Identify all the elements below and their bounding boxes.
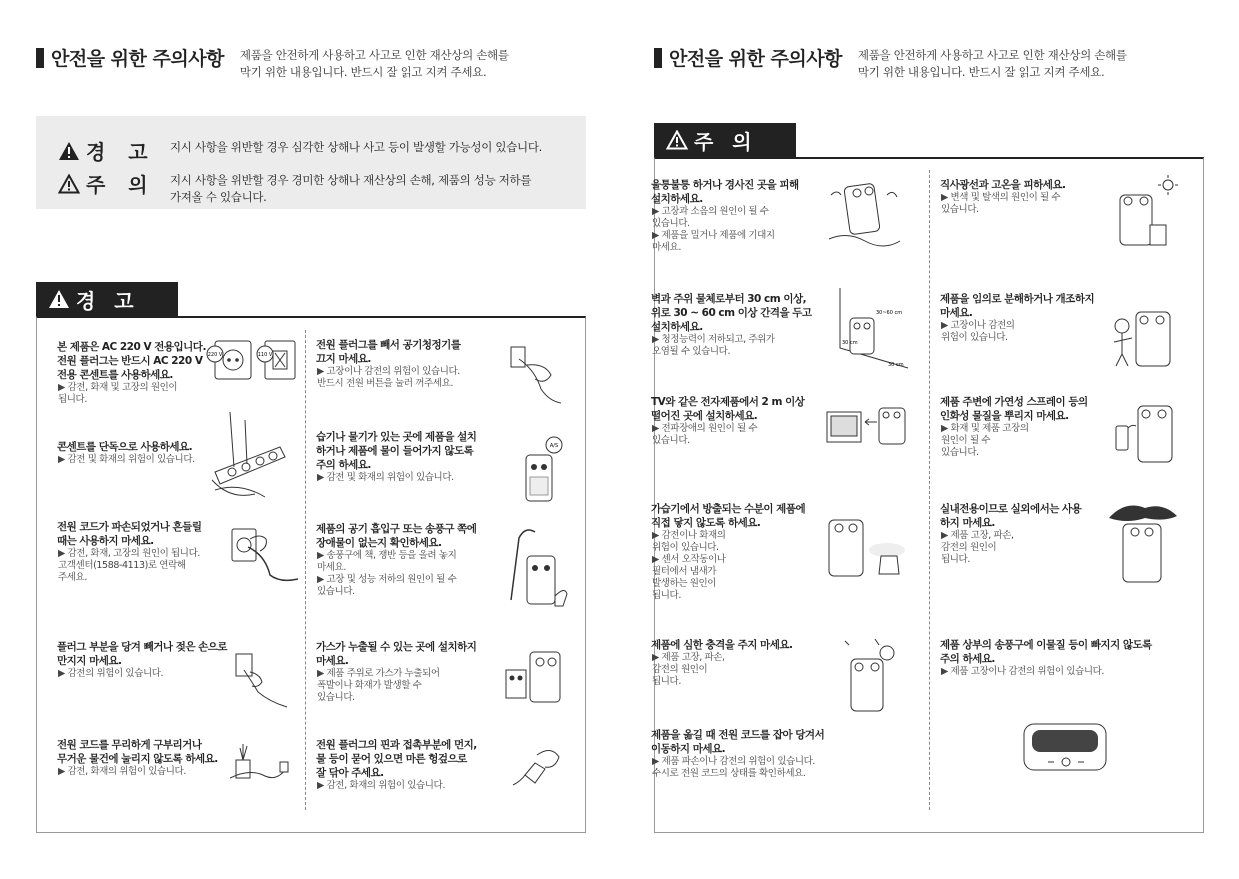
item-bullet (316, 574, 501, 598)
bullet-line: 반드시 전원 버튼을 눌러 꺼주세요. (317, 378, 453, 389)
bullet-line: ▶ 고장 및 성능 저하의 원인이 될 수 (317, 574, 457, 585)
outdoor-illustration (1105, 500, 1185, 585)
item-title: 물 등이 묻어 있으면 마른 헝겊으로 (316, 753, 467, 765)
caution-item (316, 430, 501, 484)
warning-tab (36, 282, 178, 316)
bullet-line: ▶ 고장이나 감전의 위험이 있습니다. (317, 366, 460, 377)
item-bullet (940, 666, 1190, 678)
item-bullet (57, 668, 247, 680)
bullet-line: 폭발이나 화재가 발생할 수 (317, 680, 422, 691)
bullet-line: ▶ 제품 고장, 파손, (941, 530, 1014, 541)
item-title: 위로 30 ~ 60 cm 이상 간격을 두고 (651, 307, 812, 319)
bullet-line: 원인이 될 수 (941, 435, 991, 446)
label-110v: 110 V (257, 352, 273, 358)
bullet-line: ▶ 청정능력이 저하되고, 주위가 (652, 334, 775, 345)
legend-caution-text: 지시 사항을 위반할 경우 경미한 상해나 재산상의 손해, 제품의 성능 저하를 가져올 수 있습니다. (170, 173, 532, 204)
unplug-illustration (232, 652, 292, 712)
item-title: 이동하지 마세요. (651, 743, 726, 755)
caution-icon (666, 130, 688, 150)
bullet-line: ▶ 고장이나 감전의 (941, 320, 1015, 331)
caution-item (651, 638, 851, 688)
bullet-line: 오염될 수 있습니다. (652, 346, 731, 357)
item-title: 전용 콘센트를 사용하세요. (57, 369, 173, 381)
bullet-line: ▶ 제품을 밀거나 제품에 기대지 (652, 230, 775, 241)
item-title: 끄지 마세요. (316, 353, 371, 365)
right-header (654, 44, 1127, 81)
warning-icon (48, 289, 70, 309)
bullet-line: ▶ 제품 고장이나 감전의 위험이 있습니다. (941, 666, 1105, 677)
caution-item (316, 738, 501, 792)
caution-icon (58, 174, 80, 194)
item-title: 습기나 물기가 있는 곳에 제품을 설치 (316, 431, 477, 443)
bullet-line: ▶ 전파장애의 원인이 될 수 (652, 423, 758, 434)
bullet-line: 됩니다. (652, 590, 681, 601)
item-title: 가습기에서 방출되는 수분이 제품에 (651, 503, 806, 515)
bullet-line: ▶ 센서 오작동이나 (652, 554, 726, 565)
bullet-line: 됩니다. (58, 394, 87, 405)
legend-caution (58, 169, 531, 206)
warning-tab-label: 경 고 (76, 288, 140, 313)
item-title: 본 제품은 AC 220 V 전용입니다. (57, 341, 206, 353)
bullet-line: 필터에서 냄새가 (652, 566, 717, 577)
item-title: TV와 같은 전자제품에서 2 m 이상 (651, 396, 805, 408)
caution-item (940, 638, 1190, 678)
wall-distance-illustration (820, 288, 910, 373)
caution-item (651, 502, 851, 602)
item-title: 제품을 옮길 때 전원 코드를 잡아 당겨서 (651, 729, 825, 741)
item-title: 콘센트를 단독으로 사용하세요. (57, 441, 193, 453)
bullet-line: ▶ 제품 주위로 가스가 누출되어 (317, 668, 440, 679)
item-title: 직접 닿지 않도록 하세요. (651, 517, 761, 529)
item-title: 주의 하세요. (940, 653, 995, 665)
legend-warning-text: 지시 사항을 위반할 경우 심각한 상해나 사고 등이 발생할 가능성이 있습니다. (170, 140, 542, 154)
bullet-line: ▶ 감전의 위험이 있습니다. (58, 668, 164, 679)
item-title: 만지지 마세요. (57, 655, 122, 667)
bullet-line: ▶ 고장과 소음의 원인이 될 수 (652, 206, 769, 217)
item-bullet (651, 530, 851, 554)
damaged-cord-illustration (230, 525, 300, 585)
item-title: 실내전용이므로 실외에서는 사용 (940, 503, 1082, 515)
column-divider (929, 170, 930, 810)
item-title: 직사광선과 고온을 피하세요. (940, 179, 1066, 191)
bullet-line: 위험이 있습니다. (652, 542, 719, 553)
item-title: 장애물이 없는지 확인하세요. (316, 537, 442, 549)
item-bullet (651, 423, 851, 447)
bullet-line: 마세요. (652, 242, 681, 253)
item-title: 전원 코드를 무리하게 구부리거나 (57, 739, 202, 751)
title-bar-marker (36, 48, 44, 68)
label-220v: 220 V (207, 352, 223, 358)
item-title: 전원 플러그의 핀과 접촉부분에 먼지, (316, 739, 477, 751)
item-title: 가스가 누출될 수 있는 곳에 설치하지 (316, 641, 477, 653)
caution-item (57, 520, 247, 584)
bullet-line: 발생하는 원인이 (652, 578, 717, 589)
caution-tab-label: 주 의 (694, 129, 758, 154)
uneven-floor-illustration (827, 175, 902, 255)
item-title: 하거나 제품에 물이 들어가지 않도록 (316, 445, 474, 457)
page-description: 제품을 안전하게 사용하고 사고로 인한 재산상의 손해를 막기 위한 내용입니다. 반드시 잘 읽고 지켜 주세요. (239, 48, 509, 79)
label-30cm-front: 30 cm (888, 362, 904, 368)
item-bullet (651, 206, 851, 230)
bullet-line: 있습니다. (941, 204, 979, 215)
disassemble-illustration (1110, 290, 1180, 370)
item-title: 울퉁불퉁 하거나 경사진 곳을 피해 (651, 179, 799, 191)
outlet-voltage-illustration (205, 338, 305, 382)
bullet-line: 고객센터(1588-4113)로 연락해 (58, 560, 186, 571)
air-purifier-top-illustration (1020, 720, 1110, 775)
gas-leak-illustration (500, 640, 570, 705)
hand-plug-illustration (505, 345, 565, 405)
caution-item (316, 522, 501, 598)
bullet-line: 감전의 원인이 (652, 664, 708, 675)
item-bullet (316, 366, 501, 390)
bullet-line: 있습니다. (941, 447, 979, 458)
item-title: 떨어진 곳에 설치하세요. (651, 410, 758, 422)
item-bullet (316, 668, 501, 704)
bullet-line: ▶ 감전, 화재, 고장의 원인이 됩니다. (58, 548, 200, 559)
bullet-line: ▶ 감전이나 화재의 (652, 530, 726, 541)
vacuum-obstacle-illustration (505, 520, 570, 610)
bullet-line: ▶ 화재 및 제품 고장의 (941, 423, 1029, 434)
item-title: 제품의 공기 흡입구 또는 송풍구 쪽에 (316, 523, 477, 535)
item-title: 무거운 물건에 눌리지 않도록 하세요. (57, 753, 218, 765)
bullet-line: ▶ 감전 및 화재의 위험이 있습니다. (58, 454, 195, 465)
heavy-object-cord-illustration (230, 738, 290, 783)
bullet-line: 위험이 있습니다. (941, 332, 1008, 343)
item-title: 주의 하세요. (316, 459, 371, 471)
item-bullet (316, 550, 501, 574)
legend-caution-word: 주 의 (86, 173, 156, 197)
item-title: 하지 마세요. (940, 517, 995, 529)
column-divider (305, 330, 306, 810)
symbol-legend (36, 116, 586, 209)
bullet-line: ▶ 제품 고장, 파손, (652, 652, 725, 663)
item-title: 때는 사용하지 마세요. (57, 535, 154, 547)
item-title: 마세요. (940, 307, 973, 319)
item-bullet (57, 548, 247, 584)
item-bullet (316, 472, 501, 484)
item-title: 제품 상부의 송풍구에 이물질 등이 빠지지 않도록 (940, 639, 1152, 651)
item-bullet (651, 554, 851, 602)
bullet-line: 있습니다. (317, 586, 355, 597)
bullet-line: ▶ 송풍구에 책, 쟁반 등을 올려 놓지 (317, 550, 457, 561)
bullet-line: ▶ 감전, 화재 및 고장의 원인이 (58, 382, 178, 393)
impact-illustration (835, 635, 905, 715)
label-as: A/S (549, 443, 559, 449)
left-header (36, 44, 509, 81)
tv-distance-illustration (825, 402, 920, 447)
spray-illustration (1110, 390, 1180, 465)
bullet-line: ▶ 제품 파손이나 감전의 위험이 있습니다. (652, 756, 816, 767)
caution-item (316, 338, 501, 390)
item-title: 마세요. (316, 655, 349, 667)
warning-icon (58, 141, 80, 161)
item-title: 잘 닦아 주세요. (316, 767, 384, 779)
caution-item (651, 178, 851, 254)
bullet-line: ▶ 변색 및 탈색의 원인이 될 수 (941, 192, 1061, 203)
item-title: 전원 플러그를 빼서 공기청정기를 (316, 339, 461, 351)
bullet-line: 감전의 원인이 (941, 542, 997, 553)
power-strip-illustration (210, 412, 290, 502)
sunlight-illustration (1110, 175, 1180, 250)
item-title: 설치하세요. (651, 193, 703, 205)
bullet-line: 됩니다. (941, 554, 970, 565)
item-title: 전원 코드가 파손되었거나 흔들릴 (57, 521, 202, 533)
bullet-line: 있습니다. (652, 218, 690, 229)
title-bar-marker (654, 48, 662, 68)
caution-item (57, 738, 247, 778)
caution-tab (654, 123, 796, 157)
caution-item (651, 395, 851, 447)
item-bullet (316, 780, 501, 792)
bullet-line: 있습니다. (652, 435, 690, 446)
item-title: 인화성 물질을 뿌리지 마세요. (940, 410, 1069, 422)
item-title: 설치하세요. (651, 321, 703, 333)
wipe-plug-illustration (505, 735, 565, 790)
wet-appliance-illustration (510, 435, 570, 505)
item-bullet (651, 652, 851, 688)
label-30-60cm: 30~60 cm (876, 310, 903, 316)
bullet-line: ▶ 감전, 화재의 위험이 있습니다. (58, 766, 186, 777)
bullet-line: 있습니다. (317, 692, 355, 703)
caution-item (651, 728, 851, 780)
bullet-line: 수시로 전원 코드의 상태를 확인하세요. (652, 768, 806, 779)
page-title: 안전을 위한 주의사항 (669, 48, 842, 70)
bullet-line: ▶ 감전 및 화재의 위험이 있습니다. (317, 472, 454, 483)
caution-item (316, 640, 501, 704)
page-title: 안전을 위한 주의사항 (51, 48, 224, 70)
item-title: 전원 플러그는 반드시 AC 220 V (57, 355, 203, 367)
item-title: 제품을 임의로 분해하거나 개조하지 (940, 293, 1095, 305)
bullet-line: 마세요. (317, 562, 346, 573)
bullet-line: ▶ 감전, 화재의 위험이 있습니다. (317, 780, 445, 791)
caution-item (57, 640, 247, 680)
item-bullet (57, 382, 247, 406)
humidifier-illustration (825, 510, 915, 580)
item-bullet (651, 756, 851, 780)
right-page (620, 0, 1239, 879)
item-title: 플러그 부분을 당겨 빼거나 젖은 손으로 (57, 641, 228, 653)
item-bullet (57, 766, 247, 778)
page-description: 제품을 안전하게 사용하고 사고로 인한 재산상의 손해를 막기 위한 내용입니다. 반드시 잘 읽고 지켜 주세요. (857, 48, 1127, 79)
legend-warning (58, 136, 542, 165)
bullet-line: 주세요. (58, 572, 87, 583)
item-title: 벽과 주위 물체로부터 30 cm 이상, (651, 293, 807, 305)
legend-warning-word: 경 고 (86, 140, 156, 164)
item-bullet (651, 230, 851, 254)
item-title: 제품 주변에 가연성 스프레이 등의 (940, 396, 1088, 408)
label-30cm-side: 30 cm (842, 340, 858, 346)
item-title: 제품에 심한 충격을 주지 마세요. (651, 639, 793, 651)
bullet-line: 됩니다. (652, 676, 681, 687)
